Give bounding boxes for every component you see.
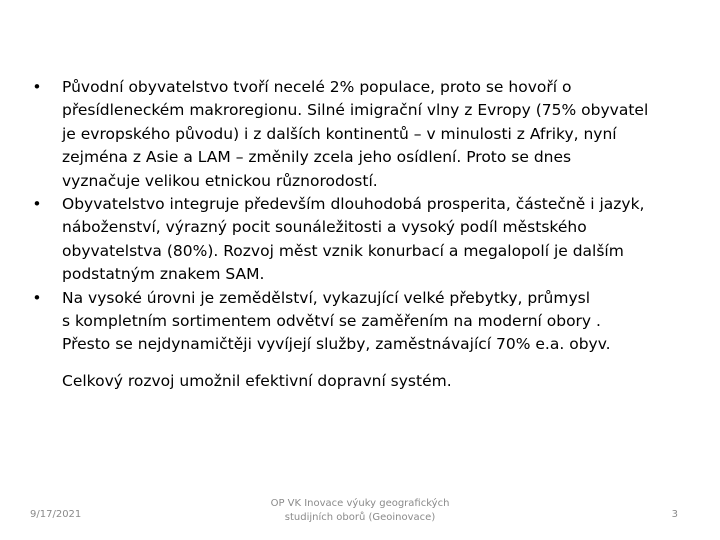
bullet-icon: • <box>32 288 42 307</box>
page-number: 3 <box>671 509 678 520</box>
bullet-item-economy <box>30 287 690 357</box>
bullet-text-line: Na vysoké úrovni je zemědělství, vykazující velké přebytky, průmysl <box>62 288 591 307</box>
footer-title-line: studijních oborů (Geoinovace) <box>284 512 436 523</box>
slide-body <box>30 76 690 393</box>
bullet-item-integration <box>30 193 690 287</box>
bullet-text-line: Přesto se nejdynamičtěji vyvíjejí služby, zaměstnávající 70% e.a. obyv. <box>62 335 611 354</box>
bullet-icon: • <box>32 195 42 214</box>
bullet-text-line: obyvatelstva (80%). Rozvoj měst vznik konurbací a megalopolí je dalším <box>62 241 624 260</box>
bullet-text-line: Původní obyvatelstvo tvoří necelé 2% populace, proto se hovoří o <box>62 78 572 96</box>
footer-title <box>250 497 470 525</box>
closing-paragraph: Celkový rozvoj umožnil efektivní dopravní systém. <box>62 371 452 390</box>
bullet-icon: • <box>32 78 42 96</box>
bullet-text-line: podstatným znakem SAM. <box>62 265 265 284</box>
footer-title-line: OP VK Inovace výuky geografických <box>270 498 450 509</box>
bullet-text-line: je evropského původu) i z dalších kontinentů – v minulosti z Afriky, nyní <box>62 124 617 143</box>
bullet-text-line: zejména z Asie a LAM – změnily zcela jeho osídlení. Proto se dnes <box>62 148 572 167</box>
bullet-text-line: s kompletním sortimentem odvětví se zaměřením na moderní obory . <box>62 312 601 331</box>
footer-date: 9/17/2021 <box>30 509 82 520</box>
bullet-text-line: přesídleneckém makroregionu. Silné imigrační vlny z Evropy (75% obyvatel <box>62 101 649 120</box>
bullet-text-line: Obyvatelstvo integruje především dlouhodobá prosperita, částečně i jazyk, <box>62 195 645 214</box>
bullet-item-population <box>30 76 690 193</box>
bullet-text-line: náboženství, výrazný pocit sounáležitosti a vysoký podíl městského <box>62 218 587 237</box>
bullet-text-line: vyznačuje velikou etnickou různorodostí. <box>62 171 378 190</box>
